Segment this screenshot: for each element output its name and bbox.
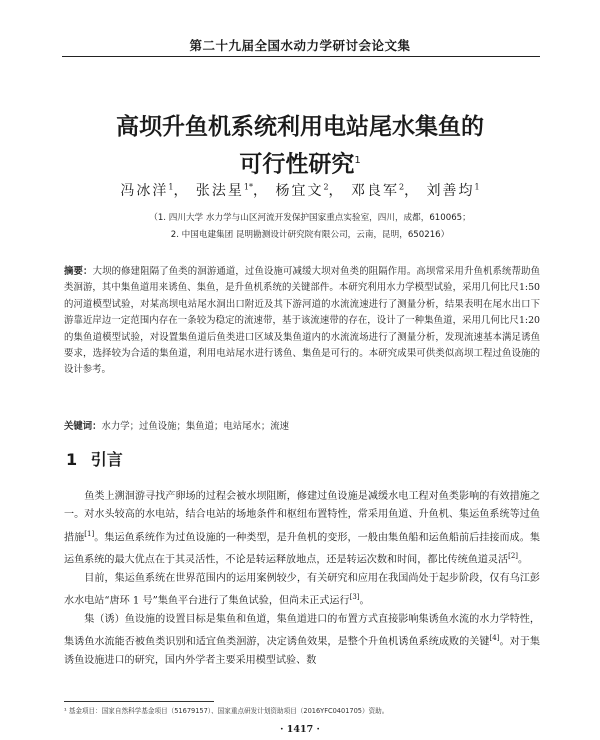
author-affil-mark: 2 [399, 182, 405, 192]
author [275, 183, 328, 199]
abstract-paragraph [64, 264, 540, 379]
citation: [2] [508, 552, 519, 561]
paragraph [64, 570, 540, 611]
author [351, 183, 404, 199]
abstract-text: 大坝的修建阻隔了鱼类的洄游通道，过鱼设施可减缓大坝对鱼类的阻隔作用。高坝常采用升鱼机系统帮助鱼类洄游，其中集鱼道用来诱鱼、集鱼，是升鱼机系统的关键部件。本研究利用水力学模型试验，采用几何比尺1:50的河道模型试验，对某高坝电站尾水洞出口附近及其下游河道的水流流速进行了测量分析，结果表明在尾水出口下游靠近岸边一定范围内存在一条较为稳定的流速带，基于该流速带的存在，设计了一种集鱼道，采用几何比尺1:20的集鱼道模型试验，对设置集鱼道后鱼类进口区域及集鱼道内的水流流场进行了测量分析，发现流速基本满足诱鱼要求，选择较为合适的集鱼道，利用电站尾水进行诱鱼、集鱼是可行的。本研究成果可供类似高坝工程过鱼设施的设计参考。 [64, 266, 540, 376]
paragraph-text: 集（诱）鱼设施的设置目标是集鱼和鱼道，集鱼道进口的布置方式直接影响集诱鱼水流的水力学特性，集诱鱼水流能否被鱼类识别和适宜鱼类洄游，决定诱鱼效果，是整个升鱼机诱鱼系统成败的关键 [64, 613, 540, 648]
section-title: 引言 [90, 450, 123, 469]
paragraph-text: 。集运鱼系统作为过鱼设施的一种类型，是升鱼机的变形，一般由集鱼船和运鱼船前后挂接而成。集运鱼系统的最大优点在于其灵活性，不论是转运释放地点，还是转运次数和时间，都比传统鱼道灵活 [64, 531, 540, 566]
author-name: 邓良军 [351, 183, 399, 199]
header-rule [62, 56, 540, 57]
paragraph [64, 488, 540, 570]
title-line-2-text: 可行性研究 [239, 151, 355, 178]
author-list: 冯冰洋$^1$， 张法星$^{1*}$， 杨宜文$^2$， 邓良军$^2$， 刘善均$^1$ [120, 182, 480, 199]
author [427, 183, 480, 199]
section-number: 1 [66, 450, 78, 469]
body-text [64, 488, 540, 670]
affiliation-1: （1. 四川大学 水力学与山区河流开发保护国家重点实验室，四川，成都，610065； [149, 213, 471, 223]
paragraph-text: 。 [359, 595, 370, 607]
running-head: 第二十九届全国水动力学研讨会论文集 [189, 38, 411, 53]
paragraph [64, 611, 540, 670]
abstract [64, 264, 540, 379]
author-affil-mark: 1 [474, 182, 480, 192]
author-name: 杨宜文 [275, 183, 324, 199]
section-heading [66, 447, 123, 470]
author [120, 183, 173, 199]
footnote-rule [64, 701, 214, 702]
title-line-2 [40, 144, 560, 182]
keywords-text: 水力学；过鱼设施；集鱼道；电站尾水；流速 [101, 421, 290, 432]
citation: [4] [489, 634, 500, 643]
author-name: 冯冰洋 [120, 183, 169, 199]
affiliation-2: 2. 中国电建集团 昆明勘测设计研究院有限公司，云南，昆明，650216） [170, 230, 450, 240]
title-line-1: 高坝升鱼机系统利用电站尾水集鱼的 [116, 114, 484, 140]
citation: [3] [349, 593, 360, 602]
title-footnote-mark: 1 [354, 155, 361, 166]
paragraph-text: 。 [518, 554, 529, 566]
keywords [64, 418, 540, 432]
footnote: ¹ 基金项目：国家自然科学基金项目（51679157）、国家重点研发计划资助项目（2016YFC0401705）资助。 [64, 707, 389, 715]
author [196, 183, 253, 199]
page-number: · 1417 · [280, 724, 320, 735]
author-affil-mark: 1 [168, 182, 174, 192]
paper-title [40, 110, 560, 182]
abstract-label: 摘要： [64, 266, 93, 277]
citation: [1] [84, 529, 95, 538]
author-affil-mark: 1* [243, 182, 253, 192]
author-name: 张法星 [195, 183, 244, 199]
author-name: 刘善均 [426, 183, 475, 199]
keywords-label: 关键词： [64, 421, 102, 432]
paragraph-text: 鱼类上溯洄游寻找产卵场的过程会被水坝阻断，修建过鱼设施是减缓水电工程对鱼类影响的有效措施之一。对水头较高的水电站，结合电站的场地条件和枢纽布置特性，常采用鱼道、升鱼机、集运鱼系统等过鱼措施 [64, 491, 540, 543]
paragraph-text: 目前，集运鱼系统在世界范围内的运用案例较少，有关研究和应用在我国尚处于起步阶段，仅有乌江彭水水电站“唐环 1 号”集鱼平台进行了集鱼试验，但尚未正式运行 [64, 572, 540, 607]
author-affil-mark: 2 [323, 182, 329, 192]
paragraph-text: 。对于集诱鱼设施进口的研究，国内外学者主要采用模型试验、数 [64, 636, 540, 666]
